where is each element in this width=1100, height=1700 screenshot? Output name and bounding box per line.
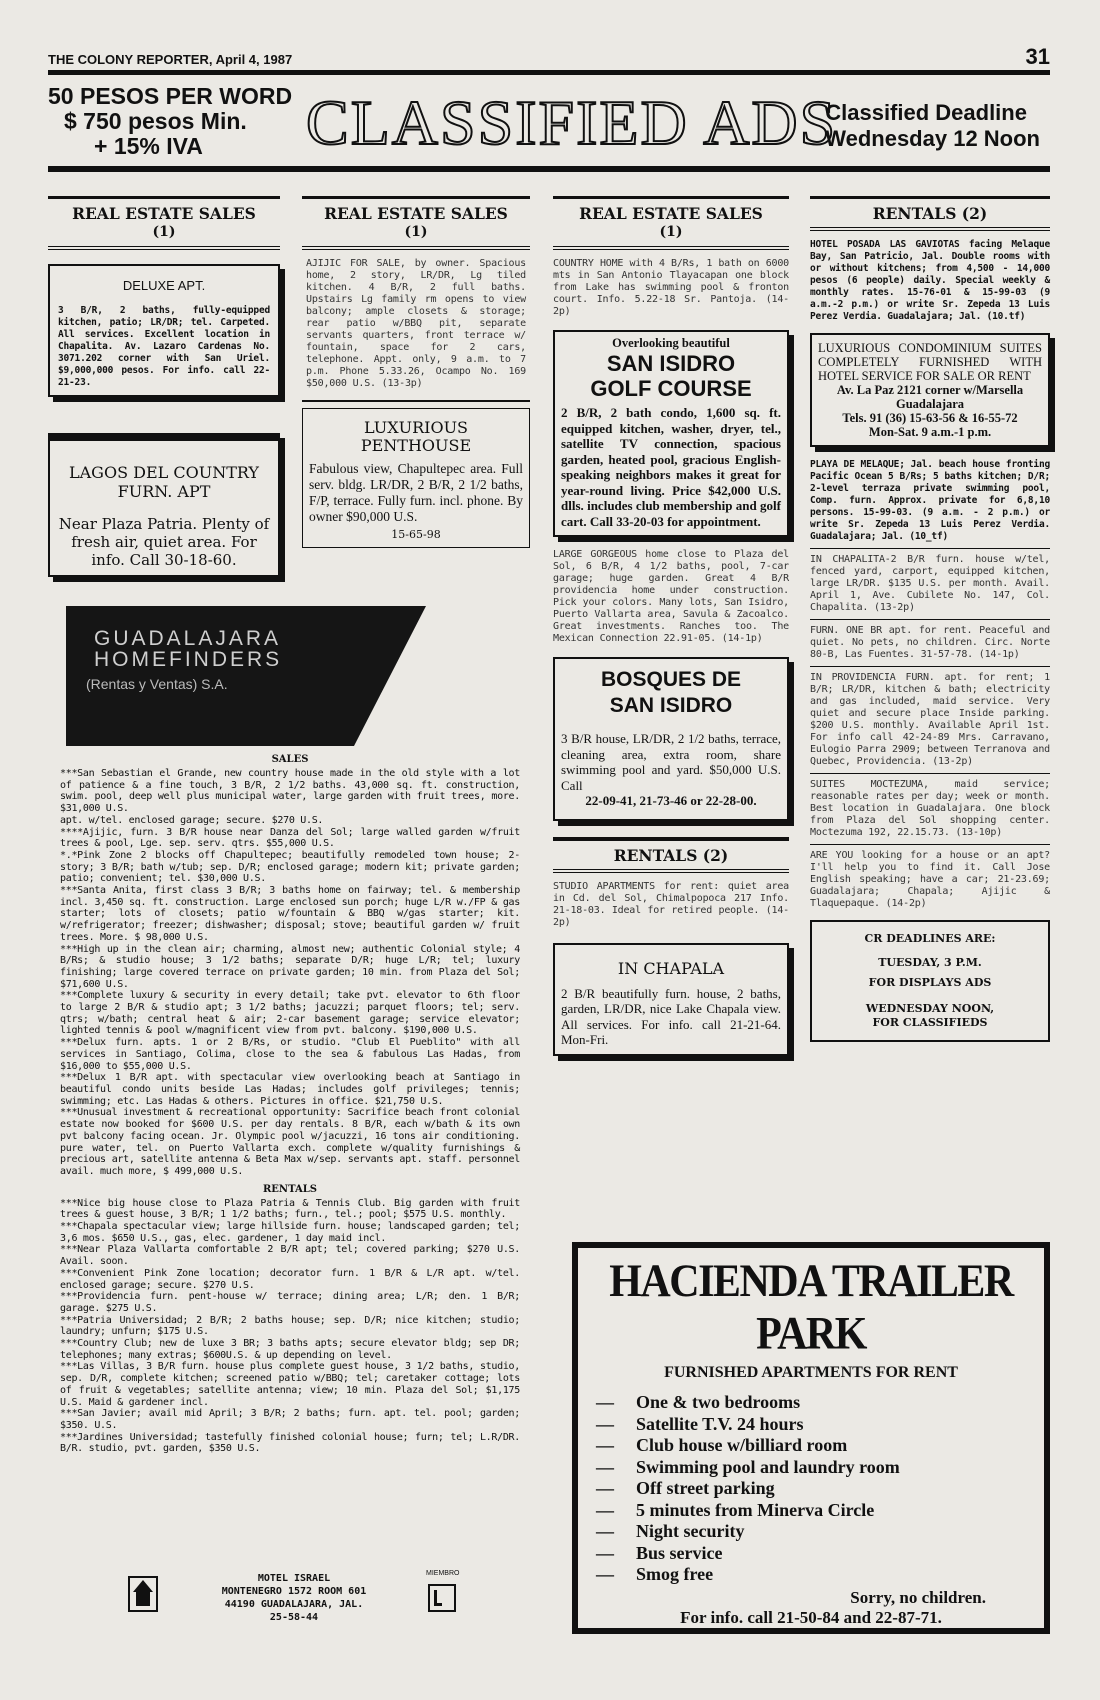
ad-body: Fabulous view, Chapultepec area. Full serv. bldg. LR/DR, 2 B/R, 2 1/2 baths, F/P, terrace. Fully furn. incl. phone. By owner $90,000 U.S. — [309, 461, 523, 524]
amenity-text: One & two bedrooms — [636, 1392, 801, 1412]
amenity-text: Smog free — [636, 1564, 714, 1584]
ad-hours: Mon-Sat. 9 a.m.-1 p.m. — [868, 425, 992, 439]
ad-are-you-looking: ARE YOU looking for a house or an apt? I'll help you to find it. Call Jose English speaking; have a car; 21-23.69; Guadalajara; Chapala; Ajijic & Tlaquepaque. (14-2p) — [810, 850, 1050, 909]
listing-item: ***High up in the clean air; charming, almost new; authentic Colonial style; 4 B/Rs; & studio house; 3 1/2 baths; separate D/R; huge L/R; tel; luxury finishing; large covered terrace on private garden; 10 min. from Plaza del Sol; $71,600 U.S. — [60, 943, 520, 990]
ad-contact: For info. call 21-50-84 and 22-87-71. — [680, 1607, 942, 1627]
ad-body: 3 B/R house, LR/DR, 2 1/2 baths, terrace, cleaning area, extra room, share swimming pool and yard. $50,000 U.S. Call — [561, 731, 781, 793]
amenity-item — [596, 1543, 1026, 1565]
ad-title: SAN ISIDRO — [609, 694, 733, 717]
listing-item: ***Complete luxury & security in every detail; take pvt. elevator to 6th floor to large 2 B/R & studio apt; 3 1/2 baths; jacuzzi; parquet floors; tel; serv. qtrs; w/bath; central heat & air; 2-car basement garage; service elevator; lighted tennis & pool w/magnificent view from pvt. balcony. $190,000 U.S. — [60, 990, 520, 1037]
ad-country-home: COUNTRY HOME with 4 B/Rs, 1 bath on 6000 mts in San Antonio Tlayacapan one block from Lake has swimming pool & fronton court. Info. 5.22-18 Sr. Pantoja. (14-2p) — [553, 258, 789, 317]
listing-item: ***Las Villas, 3 B/R furn. house plus complete guest house, 3 1/2 baths, studio, sep. D/R, complete kitchen; screened patio w/BBQ; tel; caretaker cottage; lots of fruit & vegetables; satellite antenna; view; 10 min. Plaza del Sol; $1,175 U.S. Maid & gardener incl. — [60, 1361, 520, 1408]
ad-body: 2 B/R beautifully furn. house, 2 baths, garden, LR/DR, nice Lake Chapala view. All services. For info. call 21-21-64. Mon-Fri. — [561, 985, 781, 1047]
ad-luxurious-penthouse — [302, 408, 530, 548]
rate-box — [48, 84, 292, 159]
dash-icon: — — [596, 1392, 614, 1412]
ad-phone: 22-09-41, 21-73-46 or 22-28-00. — [585, 793, 757, 808]
listing-item: ***Convenient Pink Zone location; decorator furn. 1 B/R & L/R apt. w/tel. enclosed garage; secure. $270 U.S. — [60, 1267, 520, 1291]
listing-item: ****Ajijic, furn. 3 B/R house near Danza del Sol; large walled garden w/fruit trees & pool, Lge. sep. serv. qtrs. $55,000 U.S. — [60, 826, 520, 850]
listing-heading: SALES — [271, 754, 309, 765]
column-heading: REAL ESTATE SALES (1) — [553, 196, 789, 250]
ad-title: SAN ISIDRO — [606, 351, 736, 376]
ad-san-isidro-golf — [553, 330, 789, 537]
deadline-line: Wednesday 12 Noon — [825, 126, 1040, 151]
amenity-item — [596, 1521, 1026, 1543]
top-rule — [48, 70, 1050, 75]
dash-icon: — — [596, 1435, 614, 1455]
amenity-text: Club house w/billiard room — [636, 1435, 848, 1455]
motel-footer — [128, 1570, 508, 1634]
amenity-item — [596, 1414, 1026, 1436]
column-4 — [810, 196, 1050, 1042]
motel-address: MONTENEGRO 1572 ROOM 601 — [221, 1586, 367, 1597]
section-title: CLASSIFIED ADS — [306, 87, 838, 158]
column-heading: REAL ESTATE SALES (1) — [302, 196, 530, 250]
amenity-text: Night security — [636, 1521, 745, 1541]
column-heading: RENTALS (2) — [810, 196, 1050, 231]
amenity-text: Satellite T.V. 24 hours — [636, 1413, 804, 1434]
ad-furn-one-br: FURN. ONE BR apt. for rent. Peaceful and quiet. No pets, no children. Circ. Norte 80-B, Las Fuentes. 31-57-78. (14-1p) — [810, 625, 1050, 660]
ad-phone: Tels. 91 (36) 15-63-56 & 16-55-72 — [842, 411, 1018, 425]
listing-item: ***Santa Anita, first class 3 B/R; 3 baths home on fairway; tel. & membership incl. 3,450 sq. ft. construction. Large enclosed sun porch; huge L/R w./FP & gas starter; lots of closets; patio w/fountain & BBQ w/gas starter; kit. w/refrigerator; freezer; dishwasher; disposal; stove; beautiful garden w/ fruit trees. More. $ 98,000 U.S. — [60, 885, 520, 943]
masthead — [48, 44, 1050, 70]
photo-text: (Rentas y Ventas) S.A. — [86, 676, 228, 692]
dash-icon: — — [596, 1499, 614, 1520]
banner-rule — [48, 166, 1050, 172]
dash-icon: — — [596, 1521, 614, 1541]
ad-title: LUXURIOUS CONDOMINIUM SUITES COMPLETELY FURNISHED WITH HOTEL SERVICE FOR SALE OR RENT — [818, 341, 1042, 383]
ad-luxurious-condominium — [810, 333, 1050, 447]
amenity-item — [596, 1478, 1026, 1500]
ad-phone: 15-65-98 — [391, 528, 441, 541]
rate-line: 50 PESOS PER WORD — [48, 83, 293, 109]
amenity-text: Off street parking — [636, 1478, 775, 1498]
amenity-item — [596, 1564, 1026, 1586]
page-number: 31 — [1025, 44, 1050, 69]
listing-item: ***Country Club; new de luxe 3 BR; 3 baths apts; secure elevator bldg; sep DR; telephones; many extras; $600U.S. & up depending on level. — [60, 1338, 520, 1361]
ad-title: IN CHAPALA — [617, 958, 725, 978]
rate-line: + 15% IVA — [94, 133, 203, 159]
motel-phone: 25-58-44 — [269, 1612, 319, 1623]
listing-item: ***Chapala spectacular view; large hillside furn. house; landscaped garden; tel; 3,6 mos. $650 U.S., gas, elec. gardener, 1 day maid incl. — [60, 1221, 520, 1244]
ad-playa-de-melaque: PLAYA DE MELAQUE; Jal. beach house fronting Pacific Ocean 5 B/Rs; 5 baths kitchen; D/R; 2-level terraza private swimming pool, Comp. furn. Approx. private for 6,8,10 persons. 15-99-03. (9 a.m. - 2 p.m.) or write Sr. Zepeda 13 Luis Perez Verdia. Guadalajara; Jal. (10_tf) — [810, 459, 1050, 542]
dash-icon: — — [596, 1413, 614, 1434]
homefinders-listing — [60, 748, 520, 1455]
ad-lagos-del-country — [48, 433, 280, 577]
paper-date: THE COLONY REPORTER, April 4, 1987 — [48, 52, 293, 67]
ad-pretitle: Overlooking beautiful — [612, 336, 730, 350]
ad-title: DELUXE APT. — [122, 278, 206, 293]
photo-text: GUADALAJARA HOMEFINDERS — [94, 627, 283, 671]
dash-icon: — — [596, 1542, 614, 1563]
house-icon — [128, 1576, 158, 1612]
ad-subtitle: FURNISHED APARTMENTS FOR RENT — [664, 1364, 958, 1381]
column-3 — [553, 196, 789, 1056]
rate-line: $ 750 pesos Min. — [64, 108, 247, 134]
listing-item: ***Patria Universidad; 2 B/R; 2 baths house; sep. D/R; nice kitchen; studio; laundry; unfurn; $175 U.S. — [60, 1314, 520, 1338]
dash-icon: — — [596, 1478, 614, 1498]
ad-suites-moctezuma: SUITES MOCTEZUMA, maid service; reasonable rates per day; week or month. Best location in Guadalajara. One block from Plaza del Sol shopping center. Moctezuma 192, 22.15.73. (13-10p) — [810, 779, 1050, 838]
amenities-list — [596, 1392, 1026, 1586]
deadline-text: TUESDAY, 3 P.M. — [878, 956, 982, 969]
dash-icon: — — [596, 1456, 614, 1477]
rentals-list — [60, 1198, 520, 1455]
amenity-text: 5 minutes from Minerva Circle — [636, 1499, 875, 1520]
amenity-item — [596, 1500, 1026, 1522]
ad-bosques-de-san-isidro — [553, 657, 789, 821]
motel-city: 44190 GUADALAJARA, JAL. — [224, 1599, 364, 1610]
listing-item: *.*Pink Zone 2 blocks off Chapultepec; beautifully remodeled town house; 2-story; 3 B/R; bath w/tub; sep. D/R; enclosed garage; modern kit; private garden; patio; convenient; tel. $30,000 U.S. — [60, 849, 520, 885]
ad-note: Sorry, no children. — [850, 1587, 986, 1607]
listing-item: ***Nice big house close to Plaza Patria & Tennis Club. Big garden with fruit trees & guest house, 3 B/R; 1 1/2 baths; furn., tel.; pool; $575 U.S. monthly. — [60, 1197, 520, 1221]
column-heading: REAL ESTATE SALES (1) — [48, 196, 280, 250]
listing-item: ***San Sebastian el Grande, new country house made in the old style with a lot of patience & a fine touch, 3 B/R, 2 1/2 baths. 43,000 sq. ft. construction, swim. pool, deep well plus municipal water, large garden with fruit trees, more. $31,000 U.S. — [60, 768, 520, 815]
motel-name: MOTEL ISRAEL — [257, 1573, 331, 1584]
deadline-text: CR DEADLINES ARE: — [864, 932, 996, 945]
sales-list — [60, 768, 520, 1178]
member-label: MIEMBRO — [426, 1570, 460, 1577]
ad-title: GOLF COURSE — [590, 376, 752, 401]
ad-body: Near Plaza Patria. Plenty of fresh air, quiet area. For info. Call 30-18-60. — [58, 515, 270, 569]
amenity-item — [596, 1435, 1026, 1457]
ad-title: HACIENDA TRAILER PARK — [609, 1256, 1013, 1360]
ad-large-gorgeous: LARGE GORGEOUS home close to Plaza del Sol, 6 B/R, 4 1/2 baths, pool, 7-car garage; huge garden. Great 4 B/R providencia home under construction. Pick your colors. Many lots, San Isidro, Puerto Vallarta area, Savula & Zacoalco. Great investments. Ranches too. The Mexican Connection 22.91-05. (14-1p) — [553, 549, 789, 644]
deadline-text: FOR DISPLAYS ADS — [868, 976, 992, 989]
column-heading: RENTALS (2) — [553, 837, 789, 873]
classified-banner — [48, 80, 1050, 165]
ad-title: LUXURIOUS PENTHOUSE — [360, 418, 472, 455]
ad-deluxe-apt — [48, 264, 280, 397]
ad-body: 2 B/R, 2 bath condo, 1,600 sq. ft. equipped kitchen, washer, dryer, tel., satellite TV connection, spacious garden, heated pool, gracious English-speaking neighbors makes it great for year-round living. Price $42,000 U.S. dlls. includes club membership and golf cart. Call 33-20-03 for appointment. — [561, 405, 781, 529]
listing-item: apt. w/tel. enclosed garage; secure. $270 U.S. — [60, 814, 324, 826]
deadlines-box — [810, 920, 1050, 1042]
column-2 — [302, 196, 530, 548]
listing-item: ***Providencia furn. pent-house w/ terrace; dining area; L/R; den. 1 B/R; garage. $275 U.S. — [60, 1291, 520, 1314]
ad-hotel-posada: HOTEL POSADA LAS GAVIOTAS facing Melaque Bay, San Patricio, Jal. Double rooms with or without kitchens; from 4,500 - 14,000 pesos (6 people) daily. Special weekly & monthly rates. 15-76-01 & 15-99-03 (9 a.m.-2 p.m.) or write Sr. Zepeda 13 Luis Perez Verdia. Guadalajara; Jal. (10.tf) — [810, 239, 1050, 322]
amenity-item — [596, 1457, 1026, 1479]
ad-studio-apartments: STUDIO APARTMENTS for rent: quiet area in Cd. del Sol, Chimalpopoca 217 Info. 21-18-03. Ideal for retired people. (14-2p) — [553, 880, 789, 928]
ad-address: Av. La Paz 2121 corner w/Marsella Guadalajara — [836, 383, 1024, 411]
ad-title: BOSQUES DE — [600, 668, 742, 691]
amenity-text: Swimming pool and laundry room — [636, 1456, 900, 1477]
member-logo-icon — [428, 1584, 456, 1612]
amenity-text: Bus service — [636, 1542, 723, 1563]
deadline-line: Classified Deadline — [825, 100, 1027, 125]
ad-in-chapala — [553, 943, 789, 1056]
listing-item: ***Delux 1 B/R apt. with spectacular view overlooking beach at Santiago in beautiful condo units beside Las Hadas; includes golf privileges; tennis; swimming; etc. Las Hadas & others. Pictures in office. $21,750 U.S. — [60, 1072, 520, 1107]
column-1 — [48, 196, 280, 577]
ad-in-providencia: IN PROVIDENCIA FURN. apt. for rent; 1 B/R; LR/DR, kitchen & bath; electricity and gas included, maid service. Very quiet and secure place Inside parking. $200 U.S. monthly. Available April 1st. For info call 42-24-89 Mrs. Carravano, Eulogio Parra 2909; between Terranova and Quebec, Providencia. (13-2p) — [810, 672, 1050, 767]
deadline-text: WEDNESDAY NOON, — [865, 1002, 995, 1015]
deadline-box — [825, 100, 1040, 152]
listing-item: ***Delux furn. apts. 1 or 2 B/Rs, or studio. "Club El Pueblito" with all services in Santiago, Colima, close to the sea & fabulous Las Hadas, from $16,000 to $55,000 U.S. — [60, 1037, 520, 1072]
ad-title: LAGOS DEL COUNTRY FURN. APT — [69, 463, 259, 501]
listing-item: ***Near Plaza Vallarta comfortable 2 B/R apt; tel; covered parking; $270 U.S. Avail. soon. — [60, 1244, 520, 1268]
ad-body: 3 B/R, 2 baths, fully-equipped kitchen, patio; LR/DR; tel. Carpeted. All services. Excellent location in Chapalita. Av. Lazaro Cardenas No. 3071.202 corner with San Uriel. $9,000,000 pesos. For info. call 22-21-23. — [58, 305, 270, 388]
listing-heading: RENTALS — [263, 1183, 317, 1195]
ad-hacienda-trailer-park — [572, 1242, 1050, 1634]
dash-icon: — — [596, 1564, 614, 1584]
listing-item: ***Jardines Universidad; tastefully finished colonial house; furn; tel; L.R/DR. B/R. studio, pvt. garden, $350 U.S. — [60, 1431, 520, 1455]
amenity-item — [596, 1392, 1026, 1414]
ad-ajijic: AJIJIC FOR SALE, by owner. Spacious home, 2 story, LR/DR, Lg tiled kitchen. 4 B/R, 2 full baths. Upstairs Lg family rm opens to view balcony; ample closets & storage; rear patio w/BBQ pit, separate servants quarters, front terrace w/ fountain, space for 2 cars, telephone. Appt. only, 9 a.m. to 7 p.m. Phone 5.33.26, Ocampo No. 169 $50,000 U.S. (13-3p) — [306, 258, 526, 389]
listing-item: ***Unusual investment & recreational opportunity: Sacrifice beach front colonial estate now booked for $600 U.S. per day rentals. 8 B/R, each w/bath & its own pvt balcony facing ocean. Jr. Olympic pool w/jacuzzi, 16 tons air conditioning. pure water, tel. on Puerto Vallarta exch. complete w/quality furnishings & precious art, satellite antenna & Beta Max w/sep. servants apt. staff. personnel avail. much more, $ 499,000 U.S. — [60, 1107, 520, 1177]
listing-item: ***San Javier; avail mid April; 3 B/R; 2 baths; furn. apt. tel. pool; garden; $350. U.S. — [60, 1408, 520, 1431]
deadline-text: FOR CLASSIFIEDS — [872, 1016, 988, 1029]
ad-in-chapalita: IN CHAPALITA-2 B/R furn. house w/tel, fenced yard, carport, equipped kitchen, large LR/DR. $135 U.S. per month. Avail. April 1, Ave. Cubilete No. 147, Col. Chapalita. (13-2p) — [810, 554, 1050, 613]
homefinders-photo — [66, 606, 474, 746]
